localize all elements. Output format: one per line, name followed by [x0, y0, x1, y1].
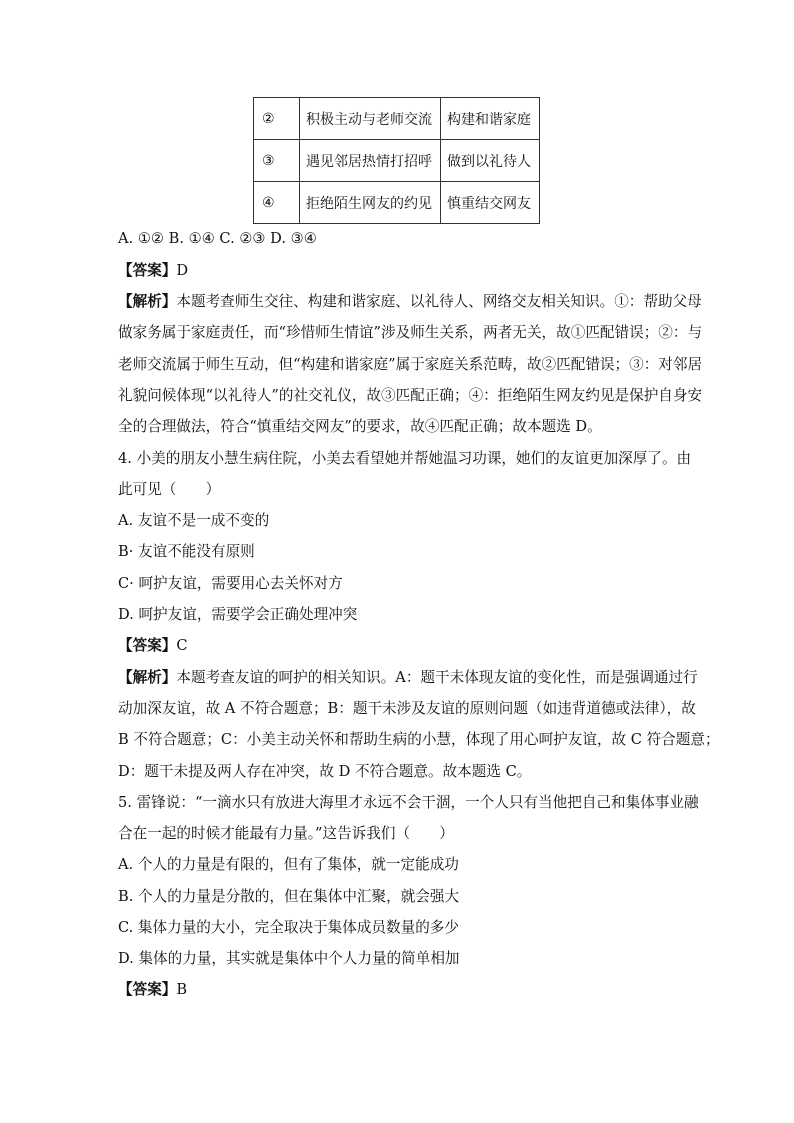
row-target: 慎重结交网友 — [441, 182, 540, 224]
answer-tag: 【答案】 — [118, 262, 177, 279]
row-number: ③ — [254, 140, 300, 182]
q5-stem-line: 5. 雷锋说：“一滴水只有放进大海里才永远不会干涸，一个人只有当他把自己和集体事业融 — [118, 794, 699, 811]
q5-option: C. 集体力量的大小，完全取决于集体成员数量的多少 — [118, 919, 459, 936]
q4-analysis-line: 动加深友谊，故 A 不符合题意；B：题干未涉及友谊的原则问题（如违背道德或法律），故 — [118, 700, 696, 717]
q4-option: A. 友谊不是一成不变的 — [118, 512, 270, 529]
q3-analysis-line: 老师交流属于师生互动，但“构建和谐家庭”属于家庭关系范畴，故②匹配错误；③：对邻居 — [118, 356, 703, 373]
analysis-tag: 【解析】 — [118, 669, 177, 686]
q4-analysis-line: B 不符合题意；C：小美主动关怀和帮助生病的小慧，体现了用心呵护友谊，故 C 符合题意； — [118, 731, 720, 748]
q3-answer — [118, 261, 188, 281]
matching-table — [253, 97, 540, 224]
q5-stem-line: 合在一起的时候才能最有力量。”这告诉我们（ ） — [118, 825, 454, 842]
q4-answer — [118, 636, 188, 656]
row-number: ② — [254, 98, 300, 140]
row-target: 做到以礼待人 — [441, 140, 540, 182]
q3-analysis-line: 全的合理做法，符合“慎重结交网友”的要求，故④匹配正确；故本题选 D。 — [118, 418, 602, 435]
q5-answer — [118, 980, 187, 1000]
q4-analysis-line: 【解析】本题考查友谊的呵护的相关知识。A：题干未体现友谊的变化性，而是强调通过行 — [118, 669, 698, 686]
analysis-tag: 【解析】 — [118, 293, 177, 310]
table-row — [254, 140, 540, 182]
q5-option: D. 集体的力量，其实就是集体中个人力量的简单相加 — [118, 950, 460, 967]
q3-analysis-line: 礼貌问候体现“以礼待人”的社交礼仪，故③匹配正确；④：拒绝陌生网友约见是保护自身安 — [118, 387, 703, 404]
q4-option: C· 呵护友谊，需要用心去关怀对方 — [118, 575, 343, 592]
row-action: 遇见邻居热情打招呼 — [300, 140, 441, 182]
q4-option: D. 呵护友谊，需要学会正确处理冲突 — [118, 606, 358, 623]
row-action: 拒绝陌生网友的约见 — [300, 182, 441, 224]
table-row — [254, 98, 540, 140]
q5-option: B. 个人的力量是分散的，但在集体中汇聚，就会强大 — [118, 888, 460, 905]
q5-option: A. 个人的力量是有限的，但有了集体，就一定能成功 — [118, 856, 459, 873]
q3-options: A. ①② B. ①④ C. ②③ D. ③④ — [118, 230, 317, 247]
answer-value: B — [176, 981, 188, 998]
q4-option: B· 友谊不能没有原则 — [118, 543, 255, 560]
q4-stem-line: 4. 小美的朋友小慧生病住院，小美去看望她并帮她温习功课，她们的友谊更加深厚了。由 — [118, 450, 692, 467]
q4-analysis-line: D：题干未提及两人存在冲突，故 D 不符合题意。故本题选 C。 — [118, 763, 532, 780]
row-number: ④ — [254, 182, 300, 224]
row-target: 构建和谐家庭 — [441, 98, 540, 140]
q3-analysis-line: 【解析】本题考查师生交往、构建和谐家庭、以礼待人、网络交友相关知识。①：帮助父母 — [118, 293, 702, 310]
row-action: 积极主动与老师交流 — [300, 98, 441, 140]
answer-value: C — [176, 637, 188, 654]
answer-value: D — [176, 262, 189, 279]
answer-tag: 【答案】 — [118, 637, 177, 654]
q3-analysis-line: 做家务属于家庭责任，而“珍惜师生情谊”涉及师生关系，两者无关，故①匹配错误；②：与 — [118, 324, 703, 341]
q4-stem-line: 此可见（ ） — [118, 481, 221, 498]
answer-tag: 【答案】 — [118, 981, 177, 998]
table-row — [254, 182, 540, 224]
